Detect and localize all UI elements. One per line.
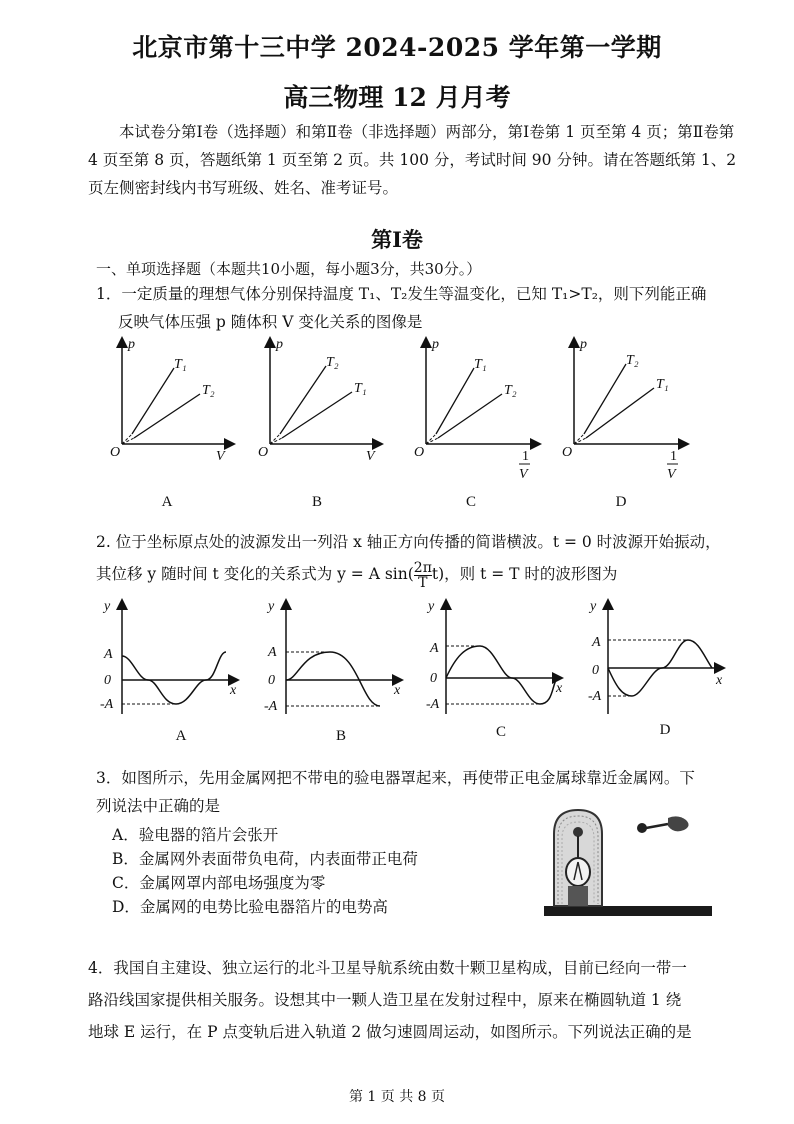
q2b-label-a: A — [268, 645, 277, 660]
question-4-line2: 路沿线国家提供相关服务。设想其中一颗人造卫星在发射过程中，原来在椭圆轨道 1 绕 — [88, 991, 682, 1009]
q1a-origin: O — [110, 445, 121, 460]
question-3-line2: 列说法中正确的是 — [96, 797, 221, 815]
q3-charged-ball — [637, 816, 689, 833]
question-4 — [88, 952, 748, 1048]
exam-subtitle: 高三物理 12 月月考 — [283, 83, 511, 112]
part-title: 第Ⅰ卷 — [371, 227, 423, 252]
q1d-label-lower: T₁ — [656, 377, 669, 392]
question-1-line2: 反映气体压强 p 随体积 V 变化关系的图像是 — [118, 313, 423, 331]
q1c-origin: O — [414, 445, 425, 460]
q1c-axis-p: p — [432, 337, 439, 352]
question-2-fraction — [414, 561, 432, 590]
q1-graph-c — [414, 337, 536, 482]
q1-graph-a — [110, 337, 230, 464]
q2-caption-c: C — [495, 724, 506, 740]
q1c-axis-den: V — [519, 467, 528, 482]
q1b-origin: O — [258, 445, 269, 460]
q2-graph-b — [264, 599, 401, 714]
q3-illustration — [540, 806, 720, 922]
q1-caption-b: B — [311, 494, 322, 510]
q2b-axis-x: x — [394, 683, 401, 698]
question-2-line2 — [96, 560, 756, 590]
q2a-label-a: A — [104, 647, 113, 662]
q2-graph-c — [426, 599, 563, 714]
q2d-label-neg-a: -A — [588, 689, 602, 704]
q3-option-c: C．金属网罩内部电场强度为零 — [112, 874, 326, 892]
question-1 — [96, 280, 746, 336]
q2c-label-0: 0 — [430, 671, 437, 686]
q1-caption-a: A — [161, 494, 173, 510]
q2d-axis-y: y — [590, 599, 597, 614]
q1d-axis-p: p — [580, 337, 587, 352]
q1d-label-upper: T₂ — [626, 353, 639, 368]
q3-option-a: A．验电器的箔片会张开 — [112, 826, 279, 844]
question-2 — [96, 528, 756, 590]
question-3-line1: 3．如图所示，先用金属网把不带电的验电器罩起来，再使带正电金属球靠近金属网。下 — [96, 769, 695, 787]
question-4-line1: 4．我国自主建设、独立运行的北斗卫星导航系统由数十颗卫星构成，目前已经向一带一 — [88, 959, 687, 977]
q1-graph-d — [562, 337, 684, 482]
q1-graph-b — [258, 337, 378, 464]
q2a-axis-y: y — [104, 599, 111, 614]
q1-caption-d: D — [615, 494, 627, 510]
q1b-axis-p: p — [276, 337, 283, 352]
question-1-graphs — [100, 336, 700, 486]
q1d-axis-num: 1 — [670, 449, 677, 464]
exam-instructions: 本试卷分第Ⅰ卷（选择题）和第Ⅱ卷（非选择题）两部分，第Ⅰ卷第 1 页至第 4 页；第Ⅱ卷第 4 页至第 8 页，答题纸第 1 页至第 2 页。共 100 分，考试时间 90 分钟。请在答题纸第 1、2 页左侧密封线内书写班级、姓名、准考证号。 — [88, 123, 737, 197]
q2b-label-neg-a: -A — [264, 699, 278, 714]
q2a-label-0: 0 — [104, 673, 111, 688]
q1c-label-lower: T₂ — [504, 383, 517, 398]
q3-option-d: D．金属网的电势比验电器箔片的电势高 — [112, 898, 388, 916]
q1c-label-upper: T₁ — [474, 357, 487, 372]
q2d-label-a: A — [592, 635, 601, 650]
q2-caption-a: A — [175, 728, 187, 744]
question-2-formula-pre: 其位移 y 随时间 t 变化的关系式为 y = A sin( — [96, 565, 414, 583]
q3-base-board — [544, 906, 712, 916]
q2c-label-neg-a: -A — [426, 697, 440, 712]
q2-graph-a — [100, 599, 237, 714]
q1a-label-upper: T₁ — [174, 357, 187, 372]
q2b-axis-y: y — [268, 599, 275, 614]
exam-title: 北京市第十三中学 2024-2025 学年第一学期 — [132, 33, 662, 62]
q2c-axis-x: x — [556, 681, 563, 696]
page-footer: 第 1 页 共 8 页 — [348, 1089, 446, 1105]
question-2-graphs — [96, 596, 736, 716]
q2c-label-a: A — [430, 641, 439, 656]
question-2-formula-post: t)，则 t = T 时的波形图为 — [431, 565, 618, 583]
q2-caption-d: D — [659, 722, 671, 738]
question-2-frac-num: 2π — [413, 559, 432, 576]
q2d-axis-x: x — [716, 673, 723, 688]
q2a-label-neg-a: -A — [100, 697, 114, 712]
question-4-line3: 地球 E 运行，在 P 点变轨后进入轨道 2 做匀速圆周运动，如图所示。下列说法正确的是 — [88, 1023, 692, 1041]
q1-caption-c: C — [465, 494, 476, 510]
q2c-axis-y: y — [428, 599, 435, 614]
q1b-label-upper: T₂ — [326, 355, 339, 370]
q1d-axis-den: V — [667, 467, 676, 482]
q1b-label-lower: T₁ — [354, 381, 367, 396]
q1d-origin: O — [562, 445, 573, 460]
question-1-line1: 1．一定质量的理想气体分别保持温度 T₁、T₂发生等温变化，已知 T₁>T₂，则下列能正确 — [96, 285, 707, 303]
q2d-label-0: 0 — [592, 663, 599, 678]
question-2-line1: 2. 位于坐标原点处的波源发出一列沿 x 轴正方向传播的简谐横波。t = 0 时波源开始振动， — [96, 533, 721, 551]
q1a-label-lower: T₂ — [202, 383, 215, 398]
q1a-axis-v: V — [216, 449, 225, 464]
question-2-frac-den: T — [418, 574, 428, 591]
q2-caption-b: B — [335, 728, 346, 744]
q2a-axis-x: x — [230, 683, 237, 698]
q3-option-b: B．金属网外表面带负电荷，内表面带正电荷 — [112, 850, 418, 868]
q1c-axis-num: 1 — [522, 449, 529, 464]
q2-graph-d — [588, 599, 723, 714]
q1b-axis-v: V — [366, 449, 375, 464]
q2b-label-0: 0 — [268, 673, 275, 688]
q1a-axis-p: p — [128, 337, 135, 352]
section-title: 一、单项选择题（本题共10小题，每小题3分，共30分。） — [96, 260, 482, 278]
